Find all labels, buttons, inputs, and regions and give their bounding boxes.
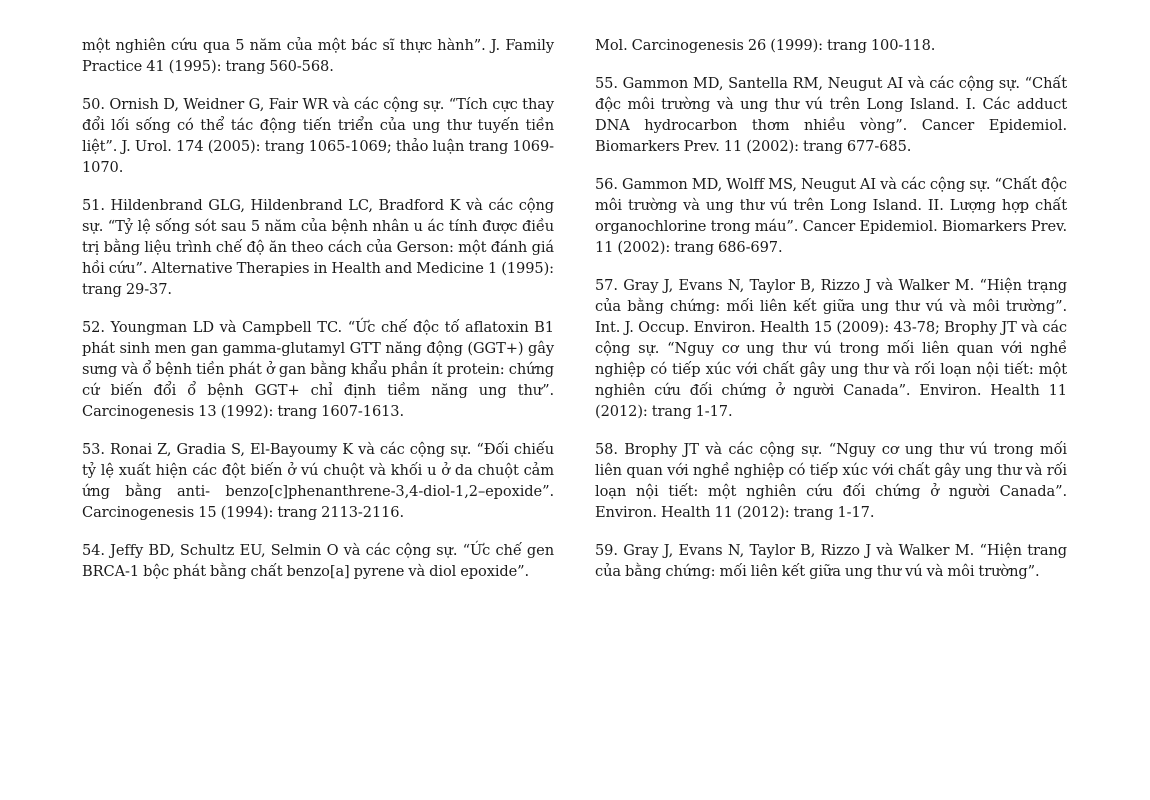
reference-55: 55. Gammon MD, Santella RM, Neugut AI và các cộng sự. “Chất độc môi trường và ung thư vú trên Long Island. I. Các adduct DNA hydrocarbon thơm nhiều vòng”. Cancer Epidemiol. Biomarkers Prev. 11 (2002): trang 677-685. [595, 75, 1067, 155]
reference-51: 51. Hildenbrand GLG, Hildenbrand LC, Bradford K và các cộng sự. “Tỷ lệ sống sót sau 5 năm của bệnh nhân u ác tính được điều trị bằng liệu trình chế độ ăn theo cách của Gerson: một đánh giá hồi cứu”. Alternative Therapies in Health and Medicine 1 (1995): trang 29-37. [82, 197, 554, 298]
reference-59: 59. Gray J, Evans N, Taylor B, Rizzo J và Walker M. “Hiện trang của bằng chứng: mối liên kết giữa ung thư vú và môi trường”. [595, 542, 1067, 580]
reference-continuation-54: Mol. Carcinogenesis 26 (1999): trang 100-118. [595, 37, 936, 54]
reference-58: 58. Brophy JT và các cộng sự. “Nguy cơ ung thư vú trong mối liên quan với nghề nghiệp có tiếp xúc với chất gây ung thư và rối loạn nội tiết: một nghiên cứu đối chứng ở người Canada”. Environ. Health 11 (2012): trang 1-17. [595, 441, 1067, 521]
reference-52: 52. Youngman LD và Campbell TC. “Ức chế độc tố aflatoxin B1 phát sinh men gan gamma-glutamyl GTT năng động (GGT+) gây sưng và ổ bệnh tiền phát ở gan bằng khẩu phần ít protein: chứng cứ biến đổi ổ bệnh GGT+ chỉ định tiềm năng ung thư”. Carcinogenesis 13 (1992): trang 1607-1613. [82, 319, 554, 420]
references-right-column [595, 35, 1067, 599]
reference-50: 50. Ornish D, Weidner G, Fair WR và các cộng sự. “Tích cực thay đổi lối sống có thể tác động tiến triển của ung thư tuyến tiền liệt”. J. Urol. 174 (2005): trang 1065-1069; thảo luận trang 1069-1070. [82, 96, 554, 176]
reference-56: 56. Gammon MD, Wolff MS, Neugut AI và các cộng sự. “Chất độc môi trường và ung thư vú trên Long Island. II. Lượng hợp chất organochlorine trong máu”. Cancer Epidemiol. Biomarkers Prev. 11 (2002): trang 686-697. [595, 176, 1067, 256]
reference-57: 57. Gray J, Evans N, Taylor B, Rizzo J và Walker M. “Hiện trạng của bằng chứng: mối liên kết giữa ung thư vú và môi trường”. Int. J. Occup. Environ. Health 15 (2009): 43-78; Brophy JT và các cộng sự. “Nguy cơ ung thư vú trong mối liên quan với nghề nghiệp có tiếp xúc với chất gây ung thư và rối loạn nội tiết: một nghiên cứu đối chứng ở người Canada”. Environ. Health 11 (2012): trang 1-17. [595, 277, 1067, 420]
reference-continuation-49: một nghiên cứu qua 5 năm của một bác sĩ thực hành”. J. Family Practice 41 (1995): trang 560-568. [82, 37, 554, 75]
references-left-column [82, 35, 554, 599]
reference-54: 54. Jeffy BD, Schultz EU, Selmin O và các cộng sự. “Ức chế gen BRCA-1 bộc phát bằng chất benzo[a] pyrene và diol epoxide”. [82, 542, 554, 580]
reference-53: 53. Ronai Z, Gradia S, El-Bayoumy K và các cộng sự. “Đối chiếu tỷ lệ xuất hiện các đột biến ở vú chuột và khối u ở da chuột cảm ứng bằng anti- benzo[c]phenanthrene-3,4-diol-1,2–epoxide”. Carcinogenesis 15 (1994): trang 2113-2116. [82, 441, 554, 521]
